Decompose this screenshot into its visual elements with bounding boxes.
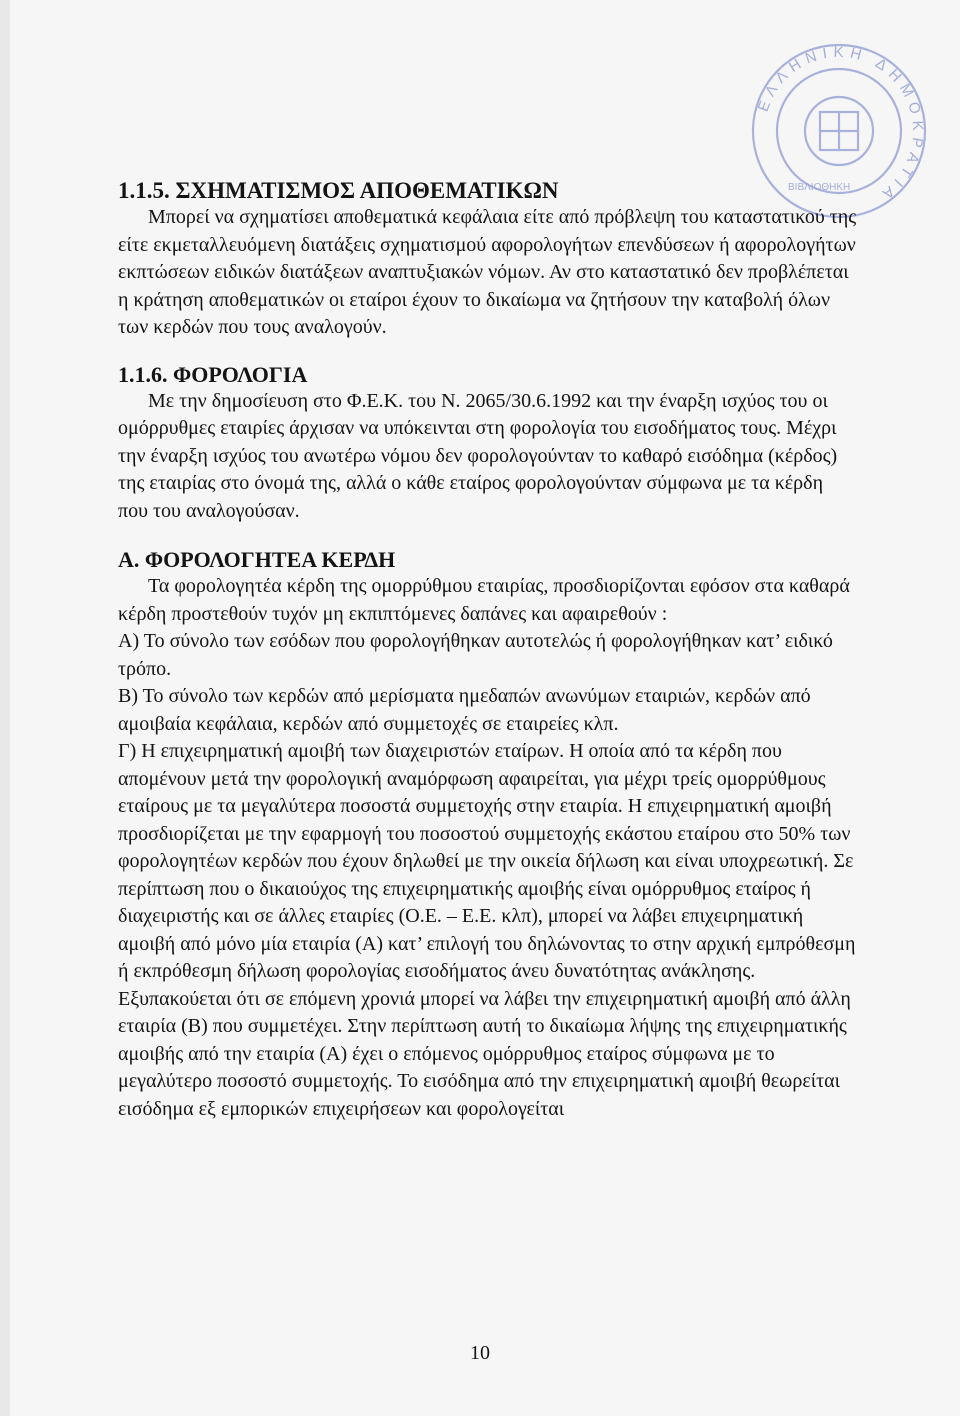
section-spacer bbox=[118, 525, 858, 547]
taxable-profits-intro: Τα φορολογητέα κέρδη της ομορρύθμου εταιρίας, προσδιορίζονται εφόσον στα καθαρά κέρδη προστεθούν τυχόν μη εκπιπτόμενες δαπάνες και αφαιρεθούν : bbox=[118, 575, 850, 625]
list-item-b: Β) Το σύνολο των κερδών από μερίσματα ημεδαπών ανωνύμων εταιριών, κερδών από αμοιβαία κεφάλαια, κερδών από συμμετοχές σε εταιρείες κλπ. bbox=[118, 685, 811, 735]
svg-text:ΕΛΛΗΝΙΚΗ ΔΗΜΟΚΡΑΤΙΑ: ΕΛΛΗΝΙΚΗ ΔΗΜΟΚΡΑΤΙΑ bbox=[754, 43, 927, 206]
section-heading-taxation: 1.1.6. ΦΟΡΟΛΟΓΙΑ bbox=[118, 361, 308, 387]
page-number: 10 bbox=[470, 1342, 490, 1364]
document-body bbox=[118, 178, 858, 1123]
list-item-a: Α) Το σύνολο των εσόδων που φορολογήθηκαν αυτοτελώς ή φορολογήθηκαν κατ’ ειδικό τρόπο. bbox=[118, 630, 833, 680]
section-paragraph-taxation: Με την δημοσίευση στο Φ.Ε.Κ. του Ν. 2065/30.6.1992 και την έναρξη ισχύος του οι ομόρρυθμες εταιρίες άρχισαν να υπόκεινται στη φορολογία του εισοδήματος τους. Μέχρι την έναρξη ισχύος του ανωτέρω νόμου δεν φορολογούνταν το καθαρό εισόδημα (κέρδος) της εταιρίας στο όνομά της, αλλά ο κάθε εταίρος φορολογούνταν σύμφωνα με τα κέρδη που του αναλογούσαν. bbox=[118, 389, 838, 522]
list-item-c: Γ) Η επιχειρηματική αμοιβή των διαχειριστών εταίρων. Η οποία από τα κέρδη που απομένουν μετά την φορολογική αναμόρφωση αφαιρείται, για μέχρι τρείς ομορρύθμους εταίρους με τα μεγαλύτερα ποσοστά συμμετοχής στην εταιρία. Η επιχειρηματική αμοιβή προσδιορίζεται με την εφαρμογή του ποσοστού συμμετοχής εκάστου εταίρου στο 50% των φορολογητέων κερδών που έχουν δηλωθεί με την οικεία δήλωση και είναι υποχρεωτική. Σε περίπτωση που ο δικαιούχος της επιχειρηματικής αμοιβής είναι ομόρρυθμος εταίρος ή διαχειριστής και σε άλλες εταιρίες (Ο.Ε. – Ε.Ε. κλπ), μπορεί να λάβει επιχειρηματική αμοιβή από μόνο μία εταιρία (Α) κατ’ επιλογή του δηλώνοντας το στην αρχική εμπρόθεσμη ή εκπρόθεσμη δήλωση φορολογίας εισοδήματος άνευ δυνατότητας ανάκλησης. Εξυπακούεται ότι σε επόμενη χρονιά μπορεί να λάβει την επιχειρηματική αμοιβή από άλλη εταιρία (Β) που συμμετέχει. Στην περίπτωση αυτή το δικαίωμα λήψης της επιχειρηματικής αμοιβής από την εταιρία (Α) έχει ο επόμενος ομόρρυθμος εταίρος σύμφωνα με το μεγαλύτερο ποσοστό συμμετοχής. Το εισόδημα από την επιχειρηματική αμοιβή θεωρείται εισόδημα εξ εμπορικών επιχειρήσεων και φορολογείται bbox=[118, 740, 856, 1120]
section-heading-taxable-profits: Α. ΦΟΡΟΛΟΓΗΤΕΑ ΚΕΡΔΗ bbox=[118, 547, 396, 572]
section-heading-reserves: 1.1.5. ΣΧΗΜΑΤΙΣΜΟΣ ΑΠΟΘΕΜΑΤΙΚΩΝ bbox=[118, 178, 559, 203]
section-paragraph-reserves: Μπορεί να σχηματίσει αποθεματικά κεφάλαια είτε από πρόβλεψη του καταστατικού της είτε εκμεταλλευόμενη διατάξεις σχηματισμού αφορολογήτων επενδύσεων ή αφορολογήτων εκπτώσεων ειδικών διατάξεων αναπτυξιακών νόμων. Αν στο καταστατικό δεν προβλέπεται η κράτηση αποθεματικών οι εταίροι έχουν το δικαίωμα να ζητήσουν την καταβολή όλων των κερδών που τους αναλογούν. bbox=[118, 206, 857, 338]
svg-text:ΒΙΒΛΙΟΘΗΚΗ: ΒΙΒΛΙΟΘΗΚΗ bbox=[788, 182, 851, 193]
section-spacer bbox=[118, 342, 858, 362]
